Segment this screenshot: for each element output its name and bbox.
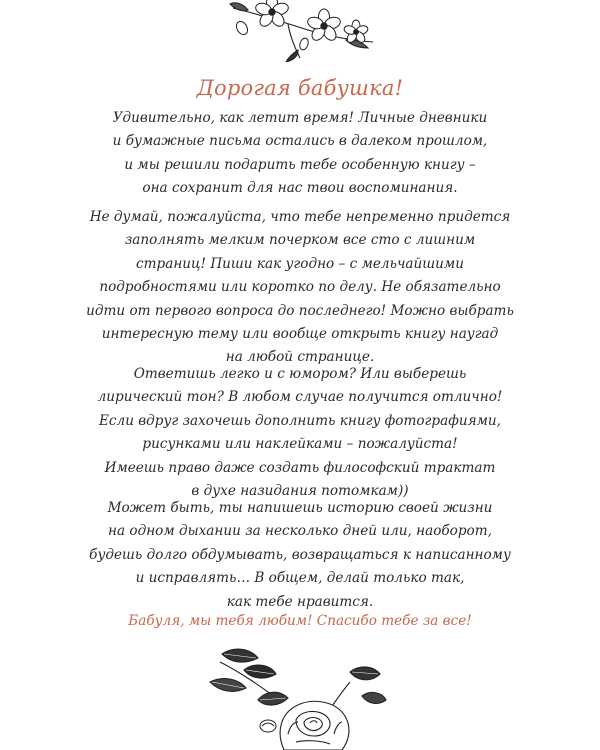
paragraph-line: и бумажные письма остались в далеком прошлом,: [112, 133, 488, 150]
paragraph-4: [30, 497, 570, 614]
paragraph-1: [30, 107, 570, 201]
paragraph-line: Может быть, ты напишешь историю своей жизни: [107, 500, 493, 516]
closing-line: Бабуля, мы тебя любим! Спасибо тебе за все!: [128, 613, 472, 629]
paragraph-line: Ответишь легко и с юмором? Или выберешь: [133, 366, 467, 382]
paragraph-line: Удивительно, как летит время! Личные дневники: [112, 110, 488, 126]
paragraph-line: она сохранит для нас твои воспоминания.: [142, 180, 458, 197]
paragraph-line: и исправлять… В общем, делай только так,: [135, 570, 465, 587]
paragraph-line: интересную тему или вообще открыть книгу наугад: [101, 326, 499, 343]
blossom-branch-illustration: [228, 0, 378, 62]
paragraph-line: идти от первого вопроса до последнего! Можно выбрать: [86, 302, 514, 319]
paragraph-line: лирический тон? В любом случае получится отлично!: [97, 389, 503, 406]
paragraph-line: в духе назидания потомкам)): [191, 483, 409, 500]
paragraph-line: рисунками или наклейками – пожалуйста!: [142, 436, 458, 453]
paragraph-line: подробностями или коротко по делу. Не обязательно: [99, 279, 501, 296]
paragraph-line: страниц! Пиши как угодно – с мельчайшими: [136, 255, 464, 272]
letter-title: Дорогая бабушка!: [196, 76, 404, 100]
paragraph-2: [30, 206, 570, 370]
paragraph-line: на одном дыхании за несколько дней или, наоборот,: [108, 523, 492, 540]
paragraph-line: заполнять мелким почерком все сто с лишним: [124, 232, 476, 249]
paragraph-line: будешь долго обдумывать, возвращаться к написанному: [89, 546, 511, 563]
paragraph-line: Если вдруг захочешь дополнить книгу фотографиями,: [99, 412, 501, 429]
paragraph-line: как тебе нравится.: [226, 593, 374, 610]
paragraph-line: Не думай, пожалуйста, что тебе непременно придется: [89, 209, 511, 225]
rose-illustration: [200, 642, 390, 750]
paragraph-line: Имеешь право даже создать философский трактат: [104, 459, 496, 476]
paragraph-line: на любой странице.: [225, 349, 375, 366]
paragraph-3: [30, 363, 570, 503]
paragraph-line: и мы решили подарить тебе особенную книгу –: [124, 156, 476, 173]
